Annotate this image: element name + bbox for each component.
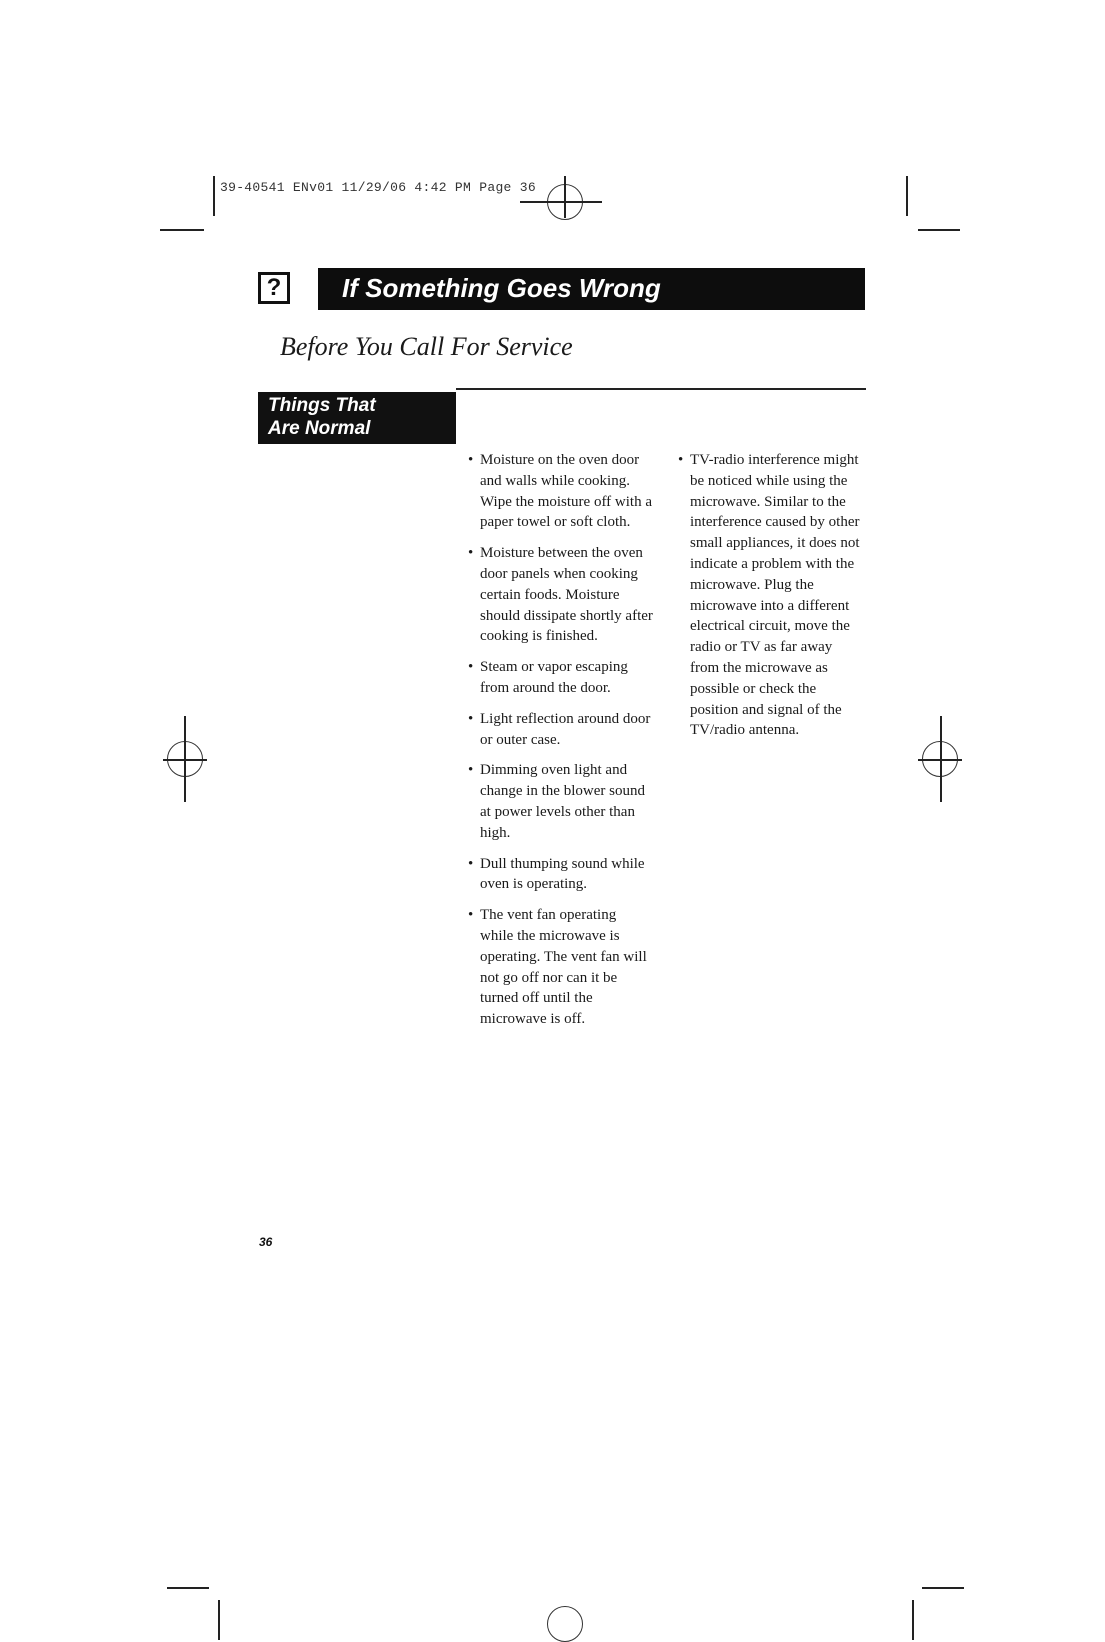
crop-mark [160, 229, 204, 231]
crop-mark [218, 1600, 220, 1640]
page-subtitle: Before You Call For Service [280, 332, 573, 361]
printer-slug: 39-40541 ENv01 11/29/06 4:42 PM Page 36 [220, 180, 536, 195]
title-bar [318, 268, 865, 310]
section-divider [456, 388, 866, 390]
normal-items-column-2 [678, 450, 863, 751]
normal-items-column-1 [468, 450, 653, 1040]
crop-mark [167, 1587, 209, 1589]
list-item: • Dull thumping sound while oven is operating. [468, 855, 645, 893]
list-item: • Moisture on the oven door and walls while cooking. Wipe the moisture off with a paper towel or soft cloth. [468, 452, 652, 531]
list-item: • Light reflection around door or outer case. [468, 710, 651, 748]
question-mark-icon: ? [258, 272, 290, 304]
crop-mark [213, 176, 215, 216]
crop-mark [922, 1587, 964, 1589]
crop-mark [906, 176, 908, 216]
list-item: • Dimming oven light and change in the blower sound at power levels other than high. [468, 762, 645, 841]
page-number: 36 [259, 1235, 273, 1249]
crop-mark [912, 1600, 914, 1640]
list-item: • Steam or vapor escaping from around the door. [468, 659, 628, 696]
list-item: • Moisture between the oven door panels when cooking certain foods. Moisture should dissipate shortly after cooking is finished. [468, 545, 653, 645]
section-heading-line: Things That [268, 395, 376, 416]
list-item: • TV-radio interference might be noticed while using the microwave. Similar to the interference caused by other small appliances, it does not indicate a problem with the microwave. Plug the microwave into a different electrical circuit, move the radio or TV as far away from the microwave as possible or check the position and signal of the TV/radio antenna. [678, 452, 860, 739]
section-heading-line: Are Normal [268, 418, 371, 439]
crop-mark [918, 229, 960, 231]
list-item: • The vent fan operating while the microwave is operating. The vent fan will not go off nor can it be turned off until the microwave is off. [468, 907, 647, 1028]
page-title: If Something Goes Wrong [342, 273, 661, 303]
section-heading [258, 392, 456, 444]
